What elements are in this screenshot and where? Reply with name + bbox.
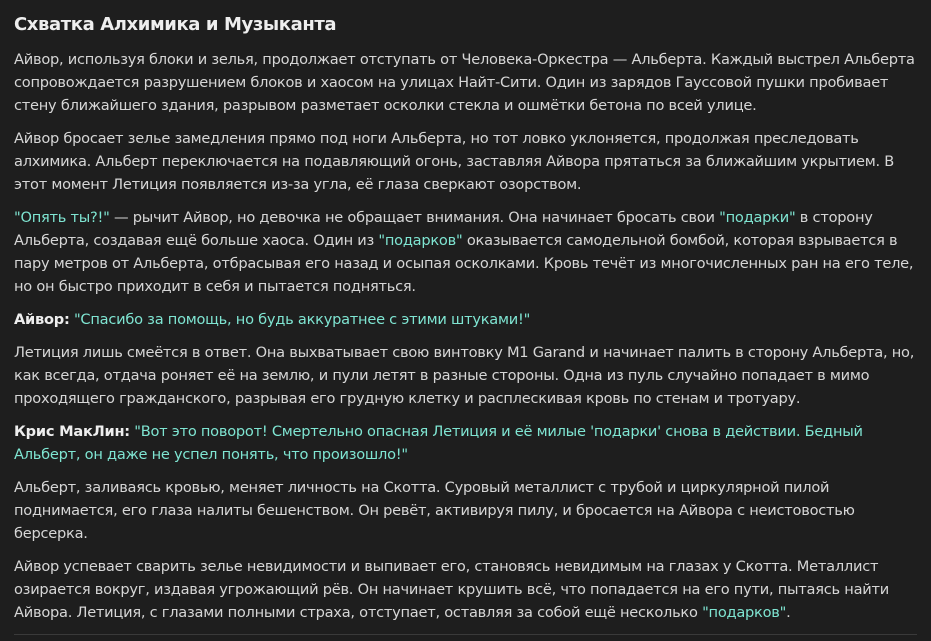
paragraph-5: Летиция лишь смеётся в ответ. Она выхватывает свою винтовку M1 Garand и начинает палить в сторону Альберта, но, как всегда, отдача роняет её на землю, и пули летят в разные стороны. Одна из пуль случайно попадает в мимо проходящего гражданского, разрывая его грудную клетку и расплескивая кровь по стенам и тротуару. — [14, 344, 915, 407]
gift-text: "подарков" — [702, 604, 787, 621]
paragraph-7: Альберт, заливаясь кровью, меняет личность на Скотта. Суровый металлист с трубой и циркулярной пилой поднимается, его глаза налиты бешенством. Он ревёт, активируя пилу, и бросается на Айвора с неистовостью берсерка. — [14, 479, 855, 542]
gift-text: "подарков" — [378, 232, 463, 249]
speaker-name: Крис МакЛин: — [14, 423, 130, 440]
paragraph-4 — [14, 308, 917, 331]
narration-text: — рычит Айвор, но девочка не обращает внимания. Она начинает бросать свои — [109, 209, 720, 226]
dialogue-quote: "Вот это поворот! Смертельно опасная Летиция и её милые 'подарки' снова в действии. Бедный Альберт, он даже не успел понять, что произошло!" — [14, 423, 863, 463]
dialogue-quote: "Спасибо за помощь, но будь аккуратнее с этими штуками!" — [73, 311, 531, 328]
narration-text: оказывается самодельной бомбой, которая взрывается в пару метров от Альберта, отбрасывая его назад и осыпая осколками. Кровь течёт из многочисленных ран на его теле, но он быстро приходит в себя и пытается подняться. — [14, 232, 914, 295]
speaker-name: Айвор: — [14, 311, 70, 328]
narration-text: . — [786, 604, 791, 621]
paragraph-2: Айвор бросает зелье замедления прямо под ноги Альберта, но тот ловко уклоняется, продолжая преследовать алхимика. Альберт переключается на подавляющий огонь, заставляя Айвора прятаться за ближайшим укрытием. В этот момент Летиция появляется из-за угла, её глаза сверкают озорством. — [14, 130, 894, 193]
paragraph-8 — [14, 555, 917, 624]
paragraph-3 — [14, 206, 917, 298]
bottom-divider — [14, 634, 917, 635]
paragraph-1: Айвор, используя блоки и зелья, продолжает отступать от Человека-Оркестра — Альберта. Каждый выстрел Альберта сопровождается разрушением блоков и хаосом на улицах Найт-Сити. Один из зарядов Гауссовой пушки пробивает стену ближайшего здания, разрывом разметает осколки стекла и ошмётки бетона по всей улице. — [14, 51, 915, 114]
story-title: Схватка Алхимика и Музыканта — [14, 14, 337, 35]
narration-text: Айвор успевает сварить зелье невидимости и выпивает его, становясь невидимым на глазах у Скотта. Металлист озирается вокруг, издавая угрожающий рёв. Он начинает крушить всё, что попадается на его пути, пытаясь найти Айвора. Летиция, с глазами полными страха, отступает, оставляя за собой ещё несколько — [14, 558, 889, 621]
paragraph-6 — [14, 420, 917, 466]
quote-text: "Опять ты?!" — [14, 209, 110, 226]
gift-text: "подарки" — [719, 209, 796, 226]
narration-text: в сторону Альберта, создавая ещё больше хаоса. Один из — [14, 209, 873, 249]
